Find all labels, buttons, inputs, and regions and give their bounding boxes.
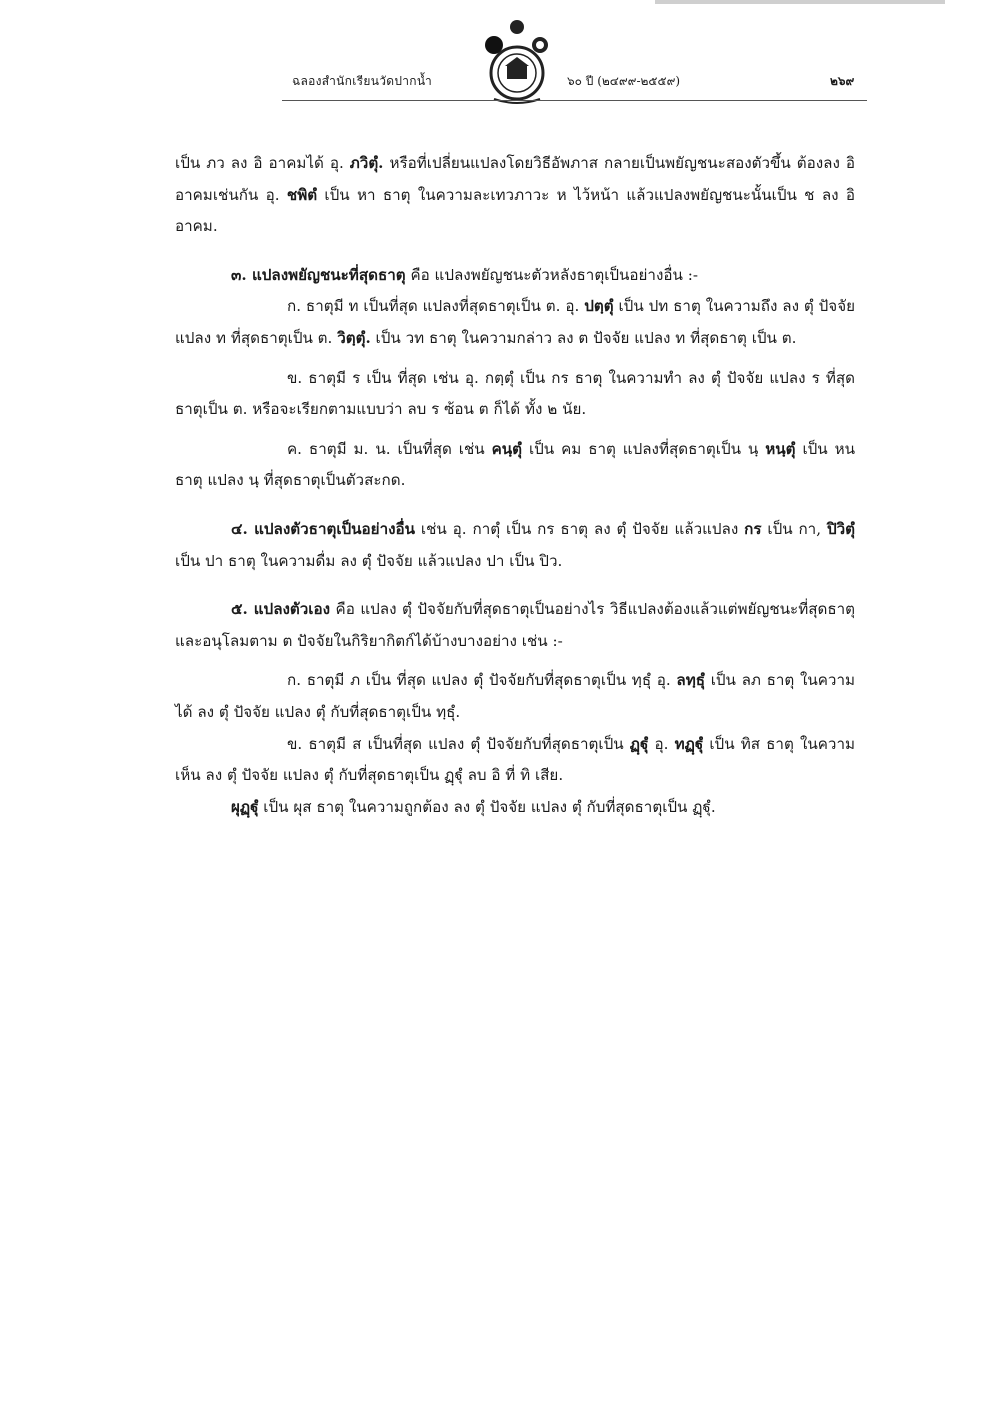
text-run: ข. ธาตุมี ส เป็นที่สุด แปลง ตุํ ปัจจัยกับที่สุดธาตุเป็น: [287, 734, 630, 753]
text-run: ลง อิ อาคมได้ อุ.: [224, 154, 350, 172]
text-run: เป็น: [175, 154, 207, 172]
paragraph: [175, 363, 855, 426]
scan-edge-mark: [655, 0, 945, 4]
page-body: [175, 148, 855, 823]
bold-term: วิตฺตุํ.: [337, 328, 371, 347]
text-run: คือ แปลงพยัญชนะตัวหลังธาตุเป็นอย่างอื่น :-: [405, 265, 698, 284]
text-run: หรือที่เปลี่ยนแปลงโดยวิธีอัพภาส กลายเป็นพยัญชนะสองตัวขึ้น ต้องลง อิ อาคมเช่นกัน อุ.: [175, 154, 855, 204]
text-run: เป็น ปา ธาตุ ในความดื่ม ลง ตุํ ปัจจัย แล้วแปลง ปา เป็น ปิว.: [175, 551, 563, 570]
bold-term: ทฏฺฐุํ: [674, 734, 704, 753]
text-run: กาตุํ: [472, 519, 501, 538]
bold-term: หนฺตุํ: [765, 439, 796, 458]
text-run: ภว: [206, 154, 225, 172]
text-run: เป็น หน ธาตุ แปลง นฺ ที่สุดธาตุเป็นตัวสะกด.: [175, 439, 855, 490]
text-run: เป็น กา,: [761, 519, 827, 538]
text-run: คือ แปลง ตุํ ปัจจัยกับที่สุดธาตุเป็นอย่างไร วิธีแปลงต้องแล้วแต่พยัญชนะที่สุดธาตุ และอนุโลมตาม ต ปัจจัยในกิริยากิตก์ได้บ้างบางอย่าง เช่น :-: [175, 600, 855, 650]
text-run: เป็น ผุส ธาตุ ในความถูกต้อง ลง ตุํ ปัจจัย แปลง ตุํ กับที่สุดธาตุเป็น ฏฺฐุํ.: [258, 797, 716, 816]
page-number: ๒๖๙: [830, 74, 855, 88]
text-run: ข. ธาตุมี ร เป็น ที่สุด เช่น อุ.: [287, 368, 485, 387]
paragraph: [175, 792, 855, 824]
text-run: เป็น หา ธาตุ ในความละเทวภาวะ ห ไว้หน้า แล้วแปลงพยัญชนะนั้นเป็น ช ลง อิ อาคม.: [175, 185, 855, 236]
bold-term: ปิวิตุํ: [826, 519, 855, 538]
paragraph: [175, 729, 855, 792]
bold-term: ๕. แปลงตัวเอง: [231, 600, 331, 619]
page-header: [282, 60, 867, 130]
text-run: ก. ธาตุมี ภ เป็น ที่สุด แปลง ตุํ ปัจจัยกับที่สุดธาตุเป็น ทฺธุํ อุ.: [287, 671, 677, 690]
bold-term: ๓. แปลงพยัญชนะที่สุดธาตุ: [231, 265, 406, 284]
paragraph: [175, 594, 855, 657]
bold-term: ฏฺฐุํ: [629, 734, 649, 753]
text-run: เป็น วท ธาตุ ในความกล่าว ลง ต ปัจจัย แปลง ท ที่สุดธาตุ เป็น ต.: [370, 328, 797, 347]
text-run: เป็น กร ธาตุ ในความทำ ลง ตุํ ปัจจัย แปลง ร ที่สุดธาตุเป็น ต. หรือจะเรียกตามแบบว่า ลบ ร ซ้อน ต ก็ได้ ทั้ง ๒ นัย.: [175, 368, 855, 419]
bold-term: ๔. แปลงตัวธาตุเป็นอย่างอื่น: [231, 519, 416, 538]
emblem-icon: [472, 15, 562, 105]
text-run: ค. ธาตุมี ม. น. เป็นที่สุด เช่น: [287, 439, 492, 458]
bold-term: ปตฺตุํ: [584, 297, 614, 316]
bold-term: ภวิตุํ.: [349, 154, 384, 172]
text-run: อุ.: [648, 734, 675, 753]
bold-term: ชพิตํ: [286, 185, 318, 204]
bold-term: ลทฺธุํ: [676, 671, 706, 690]
header-left-text: ฉลองสำนักเรียนวัดปากน้ำ: [292, 74, 433, 88]
paragraph: [175, 148, 855, 243]
bold-term: กร: [744, 519, 762, 538]
text-run: เป็น กร ธาตุ ลง ตุํ ปัจจัย แล้วแปลง: [500, 519, 745, 538]
header-mid-text: ๖๐ ปี (๒๔๙๙-๒๕๕๙): [567, 74, 681, 88]
paragraph: [175, 434, 855, 497]
text-run: เป็น ลภ ธาตุ ในความได้ ลง ตุํ ปัจจัย แปลง ตุํ กับที่สุดธาตุเป็น ทฺธุํ.: [175, 671, 855, 721]
text-run: เป็น คม ธาตุ แปลงที่สุดธาตุเป็น นฺ: [522, 439, 766, 458]
paragraph: [175, 260, 855, 292]
text-run: ก. ธาตุมี ท เป็นที่สุด แปลงที่สุดธาตุเป็น ต. อุ.: [287, 297, 585, 316]
bold-term: คนฺตุํ: [491, 439, 522, 458]
paragraph: [175, 291, 855, 354]
text-run: เช่น อุ.: [415, 519, 473, 538]
bold-term: ผุฏฺฐุํ: [231, 797, 259, 816]
header-rule: [282, 100, 867, 101]
text-run: กตฺตุํ: [484, 368, 514, 387]
text-run: เป็น ทิส ธาตุ ในความเห็น ลง ตุํ ปัจจัย แปลง ตุํ กับที่สุดธาตุเป็น ฏฺฐุํ ลบ อิ ที่ ทิ เสีย.: [175, 734, 856, 785]
paragraph: [175, 514, 855, 577]
paragraph: [175, 665, 855, 728]
text-run: เป็น ปท ธาตุ ในความถึง ลง ตุํ ปัจจัย แปลง ท ที่สุดธาตุเป็น ต.: [175, 297, 855, 347]
